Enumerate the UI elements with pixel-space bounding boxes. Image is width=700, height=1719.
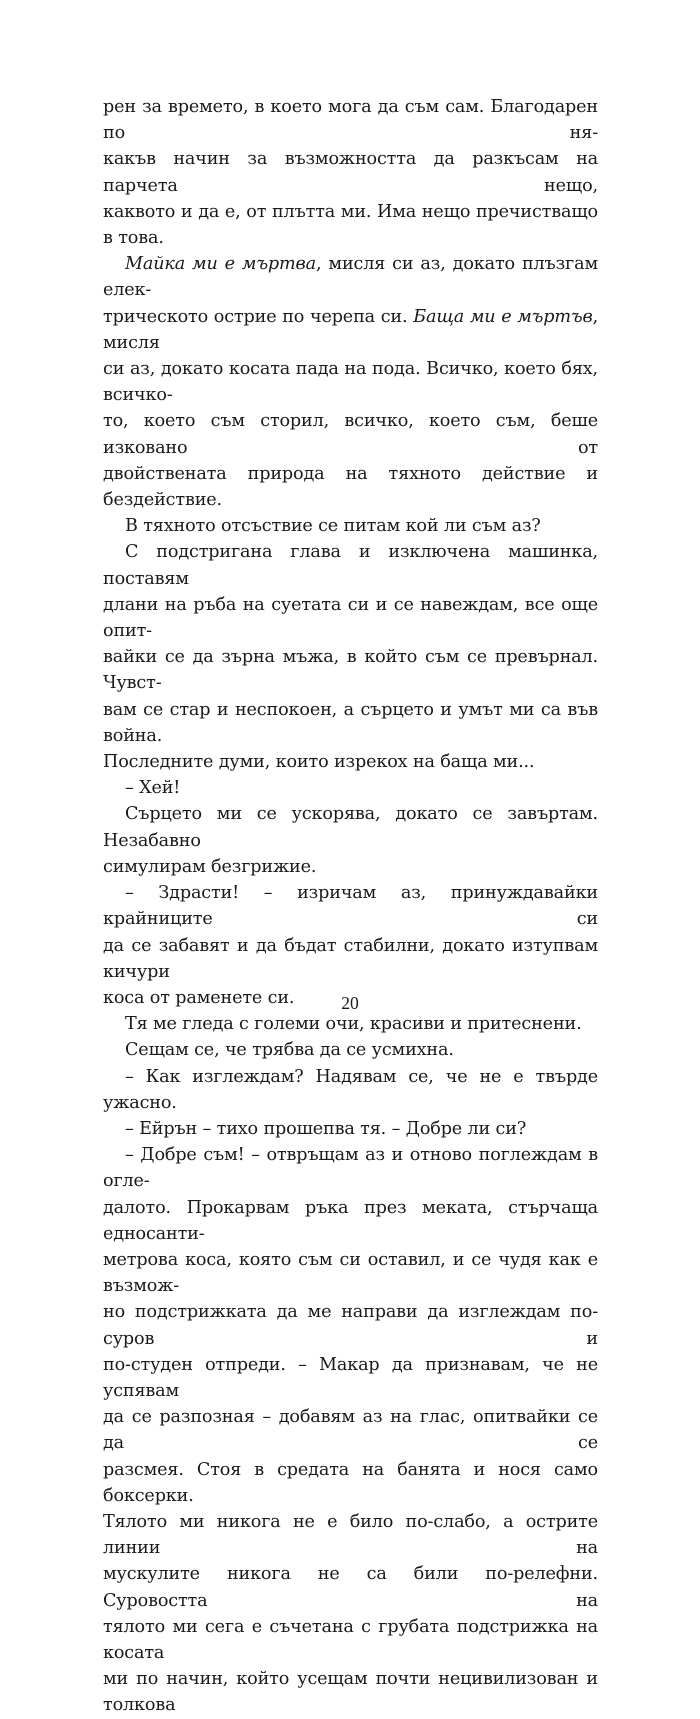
- text-run: трическото острие по черепа си.: [103, 306, 414, 327]
- text-line: да се разпозная – добавям аз на глас, опитвайки се да се: [103, 1407, 598, 1454]
- text-line: Сещам се, че трябва да се усмихна.: [125, 1040, 454, 1061]
- paragraph: [103, 1011, 598, 1037]
- text-line: – Ейрън – тихо прошепва тя. – Добре ли си?: [125, 1118, 527, 1139]
- paragraph: [103, 775, 598, 801]
- text-line: какъв начин за възможността да разкъсам на парчета нещо,: [103, 149, 598, 196]
- paragraph: [103, 1116, 598, 1142]
- text-line: коса от раменете си.: [103, 987, 295, 1008]
- text-line: каквото и да е, от плътта ми. Има нещо пречистващо в това.: [103, 201, 598, 249]
- paragraph: [103, 801, 598, 880]
- paragraph: [103, 1142, 598, 1718]
- body-text: [103, 94, 598, 1719]
- text-line: но подстрижката да ме направи да изглеждам по-суров и: [103, 1302, 598, 1349]
- text-line: по-студен отпреди. – Макар да признавам, че не успявам: [103, 1354, 598, 1401]
- paragraph: [103, 513, 598, 539]
- text-line: разсмея. Стоя в средата на банята и нося само боксерки.: [103, 1459, 598, 1506]
- text-line: – Хей!: [125, 778, 181, 799]
- text-line: то, което съм сторил, всичко, което съм, беше изковано от: [103, 411, 598, 458]
- text-line: Последните думи, които изрекох на баща ми...: [103, 752, 535, 773]
- text-line: – Добре съм! – отвръщам аз и отново поглеждам в огле-: [103, 1145, 598, 1192]
- text-line: ми по начин, който усещам почти нецивилизован и толкова: [103, 1669, 598, 1716]
- paragraph: [103, 880, 598, 1011]
- text-line: да се забавят и да бъдат стабилни, докато изтупвам кичури: [103, 935, 598, 982]
- text-line: далото. Прокарвам ръка през меката, стърчаща едносанти-: [103, 1197, 598, 1244]
- text-line: мускулите никога не са били по-релефни. Суровостта на: [103, 1564, 598, 1611]
- text-run: , мисля си аз, докато плъзгам елек-: [103, 254, 598, 301]
- text-line: Тя ме гледа с големи очи, красиви и притеснени.: [125, 1014, 582, 1035]
- text-line: вам се стар и неспокоен, а сърцето и умът ми са във война.: [103, 699, 598, 746]
- paragraph: [103, 94, 598, 251]
- text-line: симулирам безгрижие.: [103, 856, 317, 877]
- paragraph: [103, 1064, 598, 1116]
- text-line: [103, 304, 598, 356]
- italic-run: Майка ми е мъртва: [125, 254, 316, 275]
- text-line: В тяхното отсъствие се питам кой ли съм аз?: [125, 516, 541, 537]
- text-line: С подстригана глава и изключена машинка, поставям: [103, 542, 598, 589]
- text-line: си аз, докато косата пада на пода. Всичко, което бях, всичко-: [103, 359, 598, 406]
- text-line: тялото ми сега е съчетана с грубата подстрижка на косата: [103, 1616, 598, 1663]
- paragraph: [103, 251, 598, 513]
- paragraph: [103, 539, 598, 775]
- text-line: [103, 251, 598, 303]
- page-number: 20: [341, 993, 359, 1013]
- italic-run: Баща ми е мъртъв: [413, 306, 593, 327]
- text-line: Сърцето ми се ускорява, докато се завъртам. Незабавно: [103, 804, 598, 851]
- text-line: двойствената природа на тяхното действие и бездействие.: [103, 463, 598, 511]
- text-line: метрова коса, която съм си оставил, и се чудя как е възмож-: [103, 1249, 598, 1297]
- text-line: – Как изглеждам? Надявам се, че не е твърде ужасно.: [103, 1066, 598, 1113]
- text-line: рен за времето, в което мога да съм сам. Благодарен по ня-: [103, 97, 598, 144]
- paragraph: [103, 1037, 598, 1063]
- text-line: вайки се да зърна мъжа, в който съм се превърнал. Чувст-: [103, 647, 598, 694]
- text-line: Тялото ми никога не е било по-слабо, а острите линии на: [103, 1511, 598, 1559]
- text-line: длани на ръба на суетата си и се навеждам, все още опит-: [103, 594, 598, 642]
- text-line: – Здрасти! – изричам аз, принуждавайки крайниците си: [103, 883, 598, 930]
- text-run: , мисля: [103, 306, 599, 353]
